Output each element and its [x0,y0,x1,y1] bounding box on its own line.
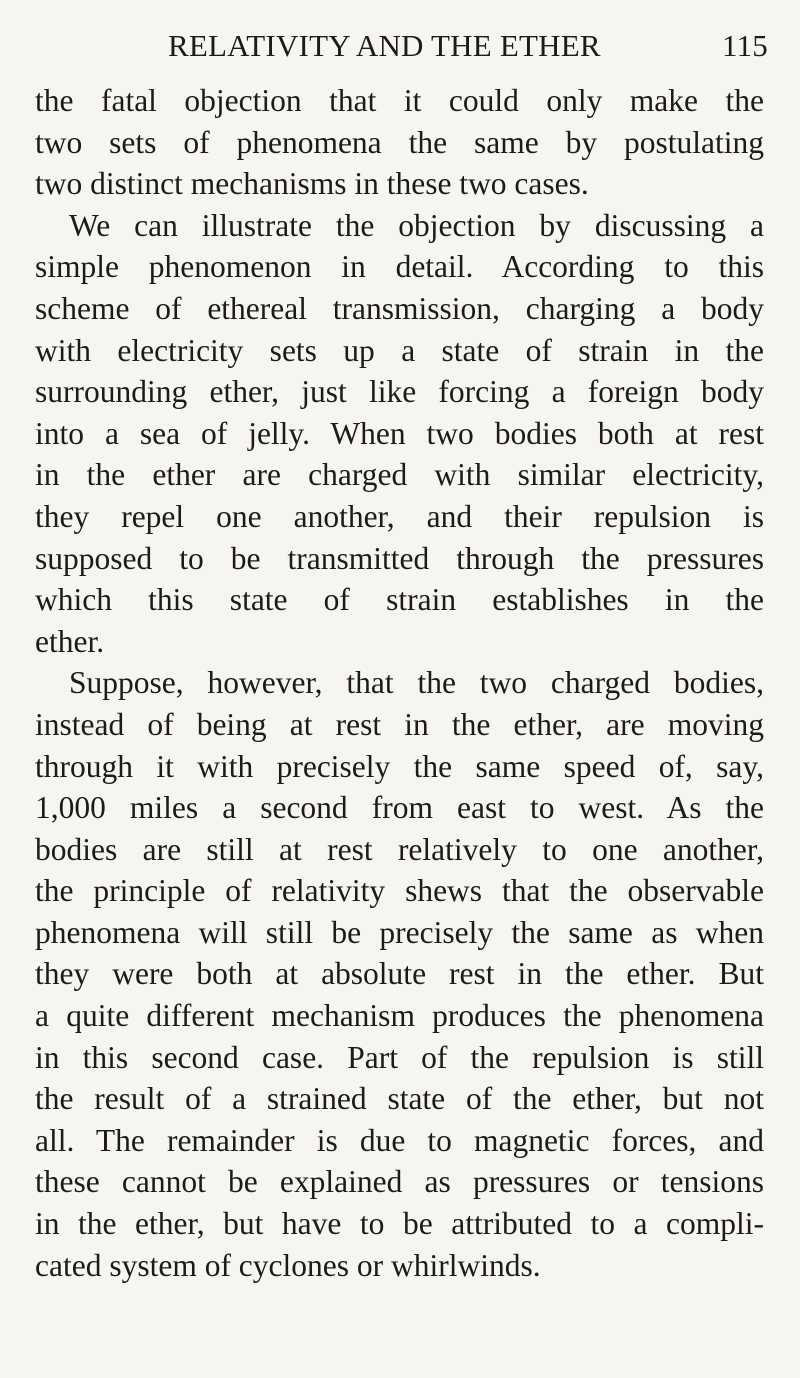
text-line: instead of being at rest in the ether, are moving [35,706,764,742]
text-line: We can illustrate the objection by discussing a [69,207,764,243]
text-line: which this state of strain establishes in the [35,582,764,618]
text-line: supposed to be transmitted through the pressures [35,540,764,576]
text-line: through it with precisely the same speed of, say, [35,748,764,784]
text-line: the principle of relativity shews that the observable [35,873,764,909]
text-line: 1,000 miles a second from east to west. As the [35,790,764,826]
text-line: they repel one another, and their repulsion is [35,498,764,534]
text-line: two sets of phenomena the same by postulating [35,124,764,160]
text-line: scheme of ethereal transmission, charging a body [35,290,764,326]
text-line: in this second case. Part of the repulsion is still [35,1039,764,1075]
text-line: a quite different mechanism produces the phenomena [35,998,764,1034]
text-line: simple phenomenon in detail. According to this [35,249,764,285]
text-line: phenomena will still be precisely the same as when [35,914,764,950]
text-line: in the ether, but have to be attributed to a compli- [35,1206,764,1242]
running-title: RELATIVITY AND THE ETHER [168,28,601,63]
text-line: the result of a strained state of the ether, but not [35,1081,764,1117]
text-line: bodies are still at rest relatively to one another, [35,831,764,867]
text-line: into a sea of jelly. When two bodies both at rest [35,415,764,451]
body-text [35,80,764,1286]
text-line: with electricity sets up a state of strain in the [35,332,764,368]
text-line: surrounding ether, just like forcing a foreign body [35,374,764,410]
text-line: two distinct mechanisms in these two cases. [35,166,589,202]
running-head [168,28,768,76]
text-line: Suppose, however, that the two charged bodies, [69,665,764,701]
text-line: ether. [35,623,105,659]
text-line: these cannot be explained as pressures or tensions [35,1164,764,1200]
page-number: 115 [722,28,768,63]
text-line: they were both at absolute rest in the ether. But [35,956,764,992]
text-line: in the ether are charged with similar electricity, [35,457,764,493]
text-line: cated system of cyclones or whirlwinds. [35,1247,541,1283]
text-line: the fatal objection that it could only make the [35,83,764,118]
text-line: all. The remainder is due to magnetic forces, and [35,1122,764,1158]
